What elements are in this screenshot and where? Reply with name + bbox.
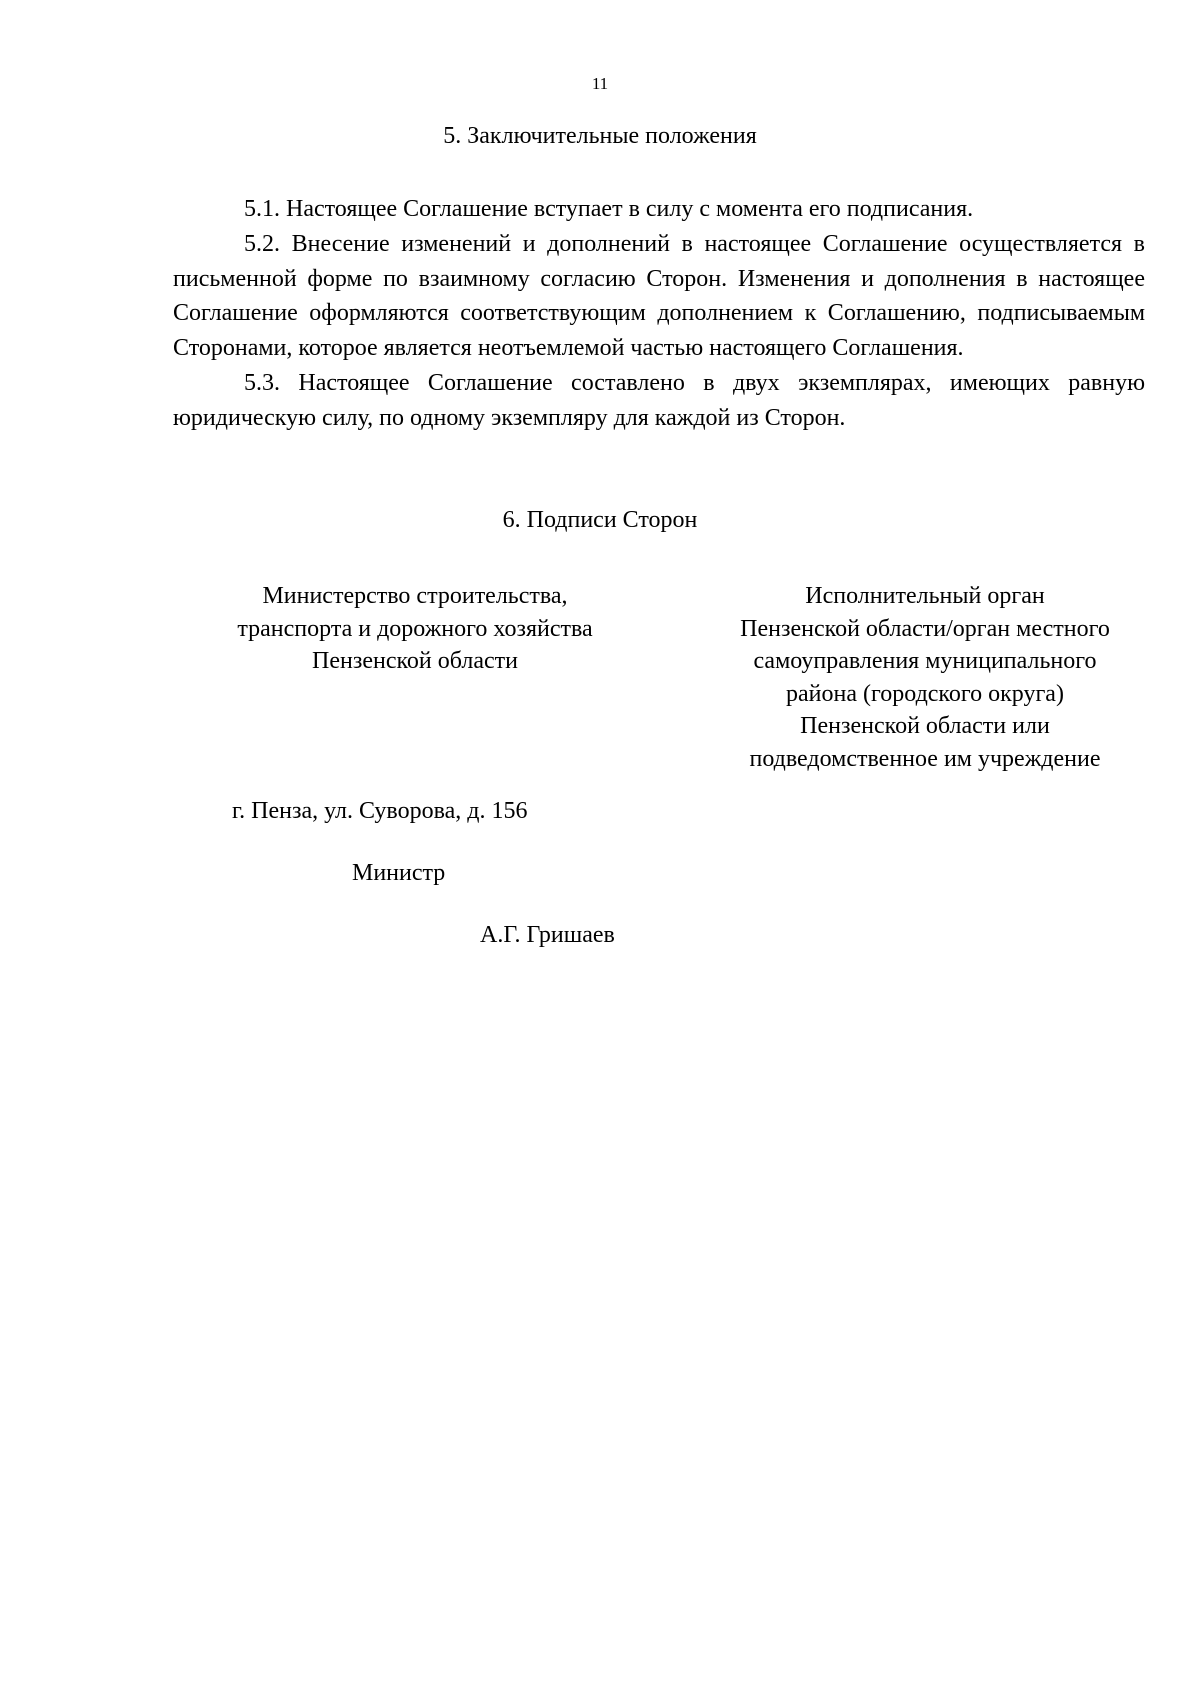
- section-5-heading: 5. Заключительные положения: [443, 123, 757, 149]
- left-party-name-line: Пензенской области: [312, 648, 518, 674]
- right-party-block: [655, 580, 1195, 775]
- right-party-name-line: Пензенской области/орган местного: [740, 615, 1110, 642]
- paragraph-5-2: 5.2. Внесение изменений и дополнений в настоящее Соглашение осуществляется в письменной форме по взаимному согласию Сторон. Изменения и дополнения в настоящее Соглашение оформляются соответствующим дополнением к Соглашению, подписываемым Сторонами, которое является неотъемлемой частью настоящего Соглашения.: [173, 230, 1145, 362]
- left-party-signatory: А.Г. Гришаев: [480, 922, 615, 948]
- left-party-name-line: транспорта и дорожного хозяйства: [237, 615, 593, 642]
- paragraph-5-3: 5.3. Настоящее Соглашение составлено в двух экземплярах, имеющих равную юридическую силу, по одному экземпляру для каждой из Сторон.: [173, 369, 1145, 431]
- left-party-role: Министр: [352, 860, 446, 886]
- right-party-name-line: Пензенской области или: [800, 713, 1050, 739]
- right-party-name-line: района (городского округа): [786, 680, 1064, 707]
- page-number: 11: [591, 74, 609, 93]
- paragraph-5-1: 5.1. Настоящее Соглашение вступает в силу с момента его подписания.: [244, 196, 974, 222]
- left-party-block: [140, 580, 690, 678]
- section-5-body: [173, 192, 1145, 436]
- right-party-name-line: самоуправления муниципального: [753, 648, 1097, 674]
- left-party-name-line: Министерство строительства,: [262, 583, 568, 609]
- section-6-heading: 6. Подписи Сторон: [502, 507, 698, 533]
- right-party-name-line: подведомственное им учреждение: [749, 745, 1101, 772]
- right-party-name-line: Исполнительный орган: [805, 583, 1045, 609]
- left-party-address: г. Пенза, ул. Суворова, д. 156: [232, 798, 528, 824]
